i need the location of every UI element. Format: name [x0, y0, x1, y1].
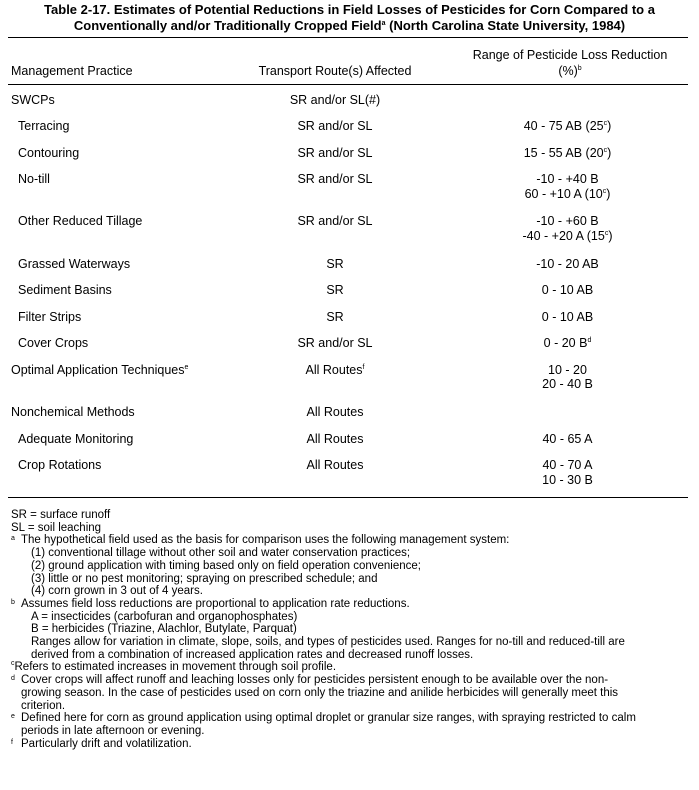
footnote-f: f Particularly drift and volatilization.	[11, 737, 192, 750]
footnote-a-mark: a	[11, 535, 15, 543]
row-adequate-monitoring-route: All Routes	[306, 432, 364, 446]
row-nonchemical-route: All Routes	[306, 405, 364, 419]
footnote-sr: SR = surface runoff	[11, 509, 111, 521]
row-sediment-basins-practice: Sediment Basins	[18, 283, 112, 297]
row-crop-rotations-route: All Routes	[306, 458, 364, 472]
row-optimal-application-route: All Routes$^f$	[305, 363, 365, 377]
footnotes	[11, 509, 696, 750]
row-reduced-tillage-range-2: -40 - +20 A (15$^c$)	[522, 229, 613, 243]
title-line-2: Conventionally and/or Traditionally Cropped Field$^a$ (North Carolina State University, 1984)	[73, 18, 626, 33]
header-route: Transport Route(s) Affected	[258, 64, 412, 78]
footnote-c: $^c$Refers to estimated increases in movement through soil profile.	[11, 660, 337, 674]
row-cover-crops-range: 0 - 20 $B^d$	[543, 336, 592, 350]
row-terracing-practice: Terracing	[18, 119, 70, 133]
row-notill-route: SR and/or SL	[297, 172, 373, 186]
row-sediment-basins-range: 0 - 10 AB	[541, 283, 594, 297]
row-reduced-tillage-practice: Other Reduced Tillage	[18, 214, 143, 228]
row-grassed-waterways-range: -10 - 20 AB	[536, 257, 599, 271]
row-cover-crops-practice: Cover Crops	[18, 336, 89, 350]
footnote-e: e Defined here for corn as ground application using optimal droplet or granular size ranges, with spraying restricted to calm periods in late afternoon or evening.	[11, 712, 636, 737]
row-notill-range-2: 60 - +10 A (10$^c$)	[524, 187, 611, 201]
row-reduced-tillage-range: -10 - +60 B	[536, 214, 599, 228]
row-contouring-route: SR and/or SL	[297, 146, 373, 160]
footnote-b: b Assumes field loss reductions are proportional to application rate reductions. A = insecticides (carbofuran and organophosphates) B = herbicides (Triazine, Alachlor, Butylate, Parquat) Ranges allow for variation in climate, slope, soils, and types of pesticides used. Ranges for no-till and reduced-till are derived from a combination of increased application rates and decreased runoff losses.	[11, 597, 625, 661]
row-contouring-practice: Contouring	[18, 146, 80, 160]
footnote-d: d Cover crops will affect runoff and leaching losses only for pesticides persistent enough to be available over the non- growing season. In the case of pesticides used on corn only the triazine and anilide herbicides will generally meet this criterion.	[11, 674, 619, 712]
row-crop-rotations-practice: Crop Rotations	[18, 458, 102, 472]
row-adequate-monitoring-range: 40 - 65 A	[542, 432, 593, 446]
row-crop-rotations-range: 40 - 70 A	[542, 458, 593, 472]
footnote-e-mark: e	[11, 713, 15, 721]
row-optimal-application-practice: Optimal Application Techniques$^e$	[11, 363, 189, 377]
row-terracing-route: SR and/or SL	[297, 119, 373, 133]
row-reduced-tillage-route: SR and/or SL	[297, 214, 373, 228]
table-title	[0, 2, 699, 34]
header-rule	[8, 84, 688, 85]
row-swcps-route: SR and/or SL(#)	[289, 93, 381, 107]
bottom-rule	[8, 497, 688, 498]
header-practice: Management Practice	[11, 64, 133, 78]
row-filter-strips-range: 0 - 10 AB	[541, 310, 594, 324]
footnote-sl: SL = soil leaching	[11, 521, 102, 534]
title-line-1: Table 2-17. Estimates of Potential Reductions in Field Losses of Pesticides for Corn Compared to a	[44, 2, 655, 17]
row-filter-strips-practice: Filter Strips	[18, 310, 82, 324]
row-swcps-practice: SWCPs	[11, 93, 55, 107]
row-contouring-range: 15 - 55 AB (20$^c$)	[523, 146, 612, 160]
row-cover-crops-route: SR and/or SL	[297, 336, 373, 350]
row-notill-range: -10 - +40 B	[536, 172, 599, 186]
footnote-f-mark: f	[11, 738, 13, 746]
row-filter-strips-route: SR	[326, 310, 344, 324]
row-sediment-basins-route: SR	[326, 283, 344, 297]
row-adequate-monitoring-practice: Adequate Monitoring	[18, 432, 134, 446]
top-rule	[8, 37, 688, 38]
row-crop-rotations-range-2: 10 - 30 B	[542, 473, 593, 487]
title-footnote-mark: a	[381, 20, 386, 27]
footnote-a: a The hypothetical field used as the basis for comparison uses the following management system: (1) conventional tillage without other soil and water conservation practices; (2) ground application with timing based only on field operation convenience; (3) little or no pest monitoring; spraying on prescribed schedule; and (4) corn grown in 3 out of 4 years.	[11, 534, 510, 598]
row-terracing-range: 40 - 75 AB (25$^c$)	[523, 119, 612, 133]
row-grassed-waterways-practice: Grassed Waterways	[18, 257, 131, 271]
footnote-d-mark: d	[11, 675, 15, 683]
row-optimal-application-range: 10 - 20	[548, 363, 587, 377]
row-grassed-waterways-route: SR	[326, 257, 344, 271]
row-optimal-application-range-2: 20 - 40 B	[542, 377, 593, 391]
footnote-b-mark: b	[11, 598, 15, 606]
row-notill-practice: No-till	[18, 172, 50, 186]
row-nonchemical-practice: Nonchemical Methods	[11, 405, 135, 419]
header-range: Range of Pesticide Loss Reduction (%)$^b$	[472, 48, 668, 78]
